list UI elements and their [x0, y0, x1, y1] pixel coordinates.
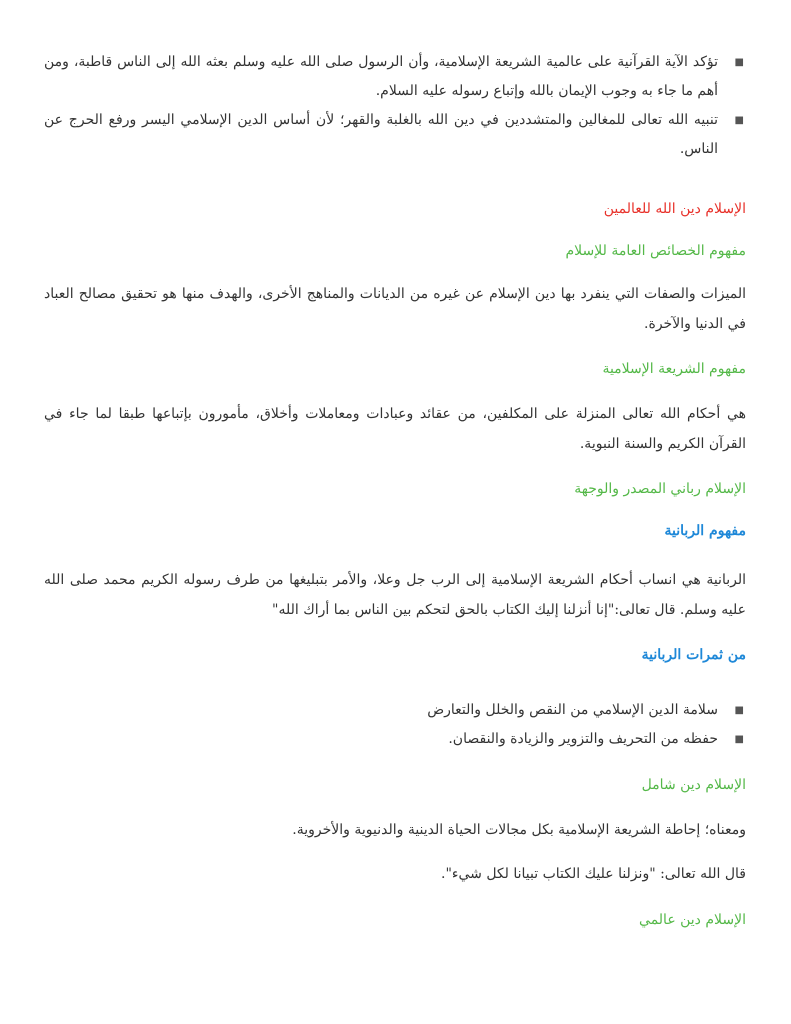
list-item-text: تنبيه الله تعالى للمغالين والمتشددين في دين الله بالغلبة والقهر؛ لأن أساس الدين الإسلامي اليسر ورفع الحرج عن الناس. — [44, 112, 718, 157]
heading-rabbaniya-fruits: من ثمرات الربانية — [641, 647, 746, 663]
heading-comprehensive: الإسلام دين شامل — [641, 777, 746, 793]
heading-universal: الإسلام دين عالمي — [639, 912, 746, 928]
list-item-text: تؤكد الآية القرآنية على عالمية الشريعة الإسلامية، وأن الرسول صلى الله عليه وسلم بعثه الله إلى الناس قاطبة، ومن أهم ما جاء به وجوب الإيمان بالله وإتباع رسوله عليه السلام. — [44, 54, 718, 99]
heading-sharia-concept: مفهوم الشريعة الإسلامية — [602, 361, 746, 377]
square-bullet-icon: ■ — [734, 115, 744, 126]
universality-bullet-list — [44, 48, 746, 164]
fruits-bullet-list — [44, 696, 746, 754]
paragraph-comprehensive-verse: قال الله تعالى: "ونزلنا عليك الكتاب تبيانا لكل شيء". — [441, 866, 746, 882]
paragraph-sharia-concept: هي أحكام الله تعالى المنزلة على المكلفين، من عقائد وعبادات ومعاملات وأخلاق، مأمورون بإتباعها طبقا لما جاء في القرآن الكريم والسنة النبوية. — [44, 406, 746, 452]
heading-rabbaniya-concept: مفهوم الربانية — [664, 523, 746, 539]
list-item — [44, 48, 746, 106]
list-item-text: حفظه من التحريف والتزوير والزيادة والنقصان. — [448, 731, 718, 747]
heading-divine-source: الإسلام رباني المصدر والوجهة — [574, 481, 746, 497]
square-bullet-icon: ■ — [734, 705, 744, 716]
list-item — [44, 106, 746, 164]
square-bullet-icon: ■ — [734, 734, 744, 745]
list-item-text: سلامة الدين الإسلامي من النقص والخلل والتعارض — [427, 702, 718, 718]
paragraph-general-characteristics: الميزات والصفات التي ينفرد بها دين الإسلام عن غيره من الديانات والمناهج الأخرى، والهدف منها هو تحقيق مصالح العباد في الدنيا والآخرة. — [44, 286, 746, 332]
square-bullet-icon: ■ — [734, 57, 744, 68]
heading-islam-for-worlds: الإسلام دين الله للعالمين — [603, 201, 746, 217]
list-item — [44, 725, 746, 754]
list-item — [44, 696, 746, 725]
heading-general-characteristics: مفهوم الخصائص العامة للإسلام — [565, 243, 746, 259]
paragraph-comprehensive-meaning: ومعناه؛ إحاطة الشريعة الإسلامية بكل مجالات الحياة الدينية والدنيوية والأخروية. — [292, 822, 746, 838]
paragraph-rabbaniya: الربانية هي انساب أحكام الشريعة الإسلامية إلى الرب جل وعلا، والأمر بتبليغها من طرف رسوله الكريم محمد صلى الله عليه وسلم. قال تعالى:"إنا أنزلنا إليك الكتاب بالحق لتحكم بين الناس بما أراك الله" — [44, 572, 746, 618]
